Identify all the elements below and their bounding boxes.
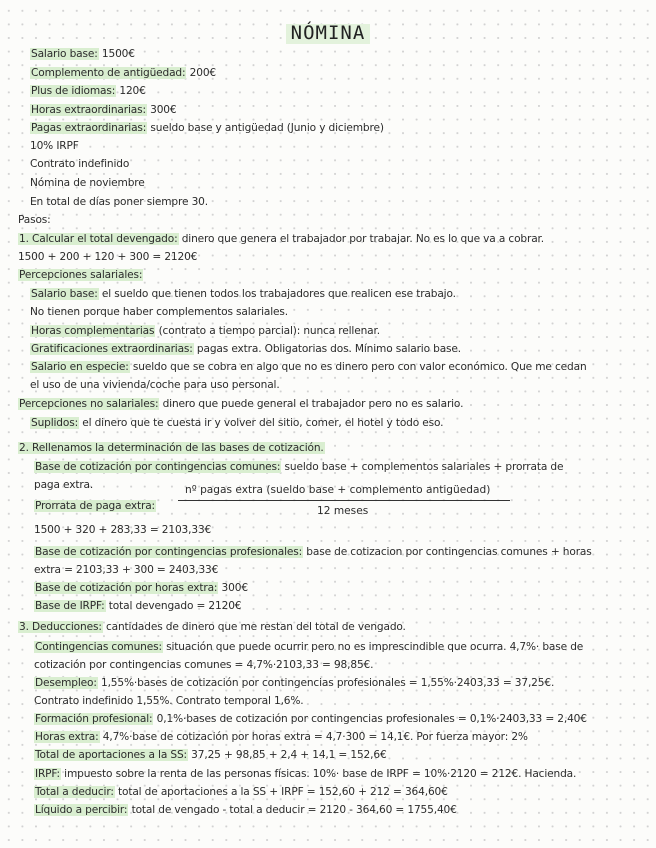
fp-line: Formación profesional: 0,1%·bases de cotización por contingencias profesionales = 0,1%·2403,33 = 2,40€ [35, 713, 587, 725]
prorrata-numerator: nº pagas extra (sueldo base + complemento antigüedad) [185, 484, 491, 496]
cc-line: Contingencias comunes: situación que puede ocurrir pero no es imprescindible que ocurra. 4,7%· base de [35, 641, 584, 653]
irpf-line: IRPF: impuesto sobre la renta de las personas físicas. 10%· base de IRPF = 10%·2120 = 212€. Hacienda. [35, 768, 577, 780]
bcc-line-cont: paga extra. [34, 479, 94, 491]
cc-line-cont: cotización por contingencias comunes = 4,7%·2103,33 = 98,85€. [34, 659, 374, 671]
ps-item-salario-base: Salario base: el sueldo que tienen todos los trabajadores que realicen ese trabajo. [31, 288, 456, 300]
step3-heading: 3. Deducciones: cantidades de dinero que me restan del total de vengado. [19, 621, 406, 633]
ps-item-complementos: No tienen porque haber complementos salariales. [30, 306, 288, 318]
desempleo-line-cont: Contrato indefinido 1,55%. Contrato temporal 1,6%. [34, 695, 304, 707]
step1-calc: 1500 + 200 + 120 + 300 = 2120€ [18, 251, 198, 263]
percepciones-no-salariales: Percepciones no salariales: dinero que puede general el trabajador pero no es salario. [19, 398, 464, 410]
total-ss-line: Total de aportaciones a la SS: 37,25 + 98,85 + 2,4 + 14,1 = 152,6€ [35, 749, 387, 761]
step2-heading: 2. Rellenamos la determinación de las bases de cotización. [19, 442, 324, 454]
bhe-line: Base de cotización por horas extra: 300€ [35, 582, 248, 594]
percepciones-salariales-label: Percepciones salariales: [19, 269, 143, 281]
prorrata-denominator: 12 meses [317, 505, 369, 517]
desempleo-line: Desempleo: 1,55%·bases de cotización por contingencias profesionales = 1,55%·2403,33 = 37,25€. [35, 677, 555, 689]
data-plus-idiomas: Plus de idiomas: 120€ [31, 85, 146, 97]
total-deducir-line: Total a deducir: total de aportaciones a la SS + IRPF = 152,60 + 212 = 364,60€ [35, 786, 448, 798]
step1-heading: 1. Calcular el total devengado: dinero que genera el trabajador por trabajar. No es lo que va a cobrar. [19, 233, 544, 245]
prorrata-label: Prorrata de paga extra: [35, 500, 155, 512]
liquido-percibir-line: Líquido a percibir: total de vengado - total a deducir = 2120 - 364,60 = 1755,40€ [35, 804, 457, 816]
fraction-bar [178, 500, 510, 501]
pns-item-suplidos: Suplidos: el dinero que te cuesta ir y volver del sitio, comer, el hotel y todo eso. [31, 417, 444, 429]
data-horas-extra: Horas extraordinarias: 300€ [31, 104, 177, 116]
data-nomina-mes: Nómina de noviembre [30, 177, 145, 189]
ps-item-gratificaciones: Gratificaciones extraordinarias: pagas extra. Obligatorias dos. Mínimo salario base. [31, 343, 462, 355]
ps-item-salario-especie-cont: el uso de una vivienda/coche para uso personal. [30, 379, 280, 391]
data-salario-base: Salario base: 1500€ [31, 48, 135, 60]
bcp-calc: extra = 2103,33 + 300 = 2403,33€ [34, 564, 219, 576]
pasos-label: Pasos: [18, 214, 51, 226]
bcc-calc: 1500 + 320 + 283,33 = 2103,33€ [34, 524, 212, 536]
bcc-line: Base de cotización por contingencias comunes: sueldo base + complementos salariales + prorrata de [35, 461, 564, 473]
bcp-line: Base de cotización por contingencias profesionales: base de cotizacion por contingencias comunes + horas [35, 546, 592, 558]
data-pagas-extra: Pagas extraordinarias: sueldo base y antigüedad (Junio y diciembre) [31, 122, 384, 134]
page-title: NÓMINA [0, 22, 656, 44]
data-irpf: 10% IRPF [30, 140, 79, 152]
ps-item-salario-especie: Salario en especie: sueldo que se cobra en algo que no es dinero pero con valor económico. Que me cedan [31, 361, 587, 373]
data-complemento-antiguedad: Complemento de antigüedad: 200€ [31, 67, 216, 79]
data-dias: En total de días poner siempre 30. [30, 196, 208, 208]
horas-extra-line: Horas extra: 4,7%·base de cotización por horas extra = 4,7·300 = 14,1€. Por fuerza mayor: 2% [35, 731, 528, 743]
ps-item-horas-complementarias: Horas complementarias (contrato a tiempo parcial): nunca rellenar. [31, 325, 380, 337]
birpf-line: Base de IRPF: total devengado = 2120€ [35, 600, 242, 612]
data-contrato: Contrato indefinido [30, 158, 130, 170]
